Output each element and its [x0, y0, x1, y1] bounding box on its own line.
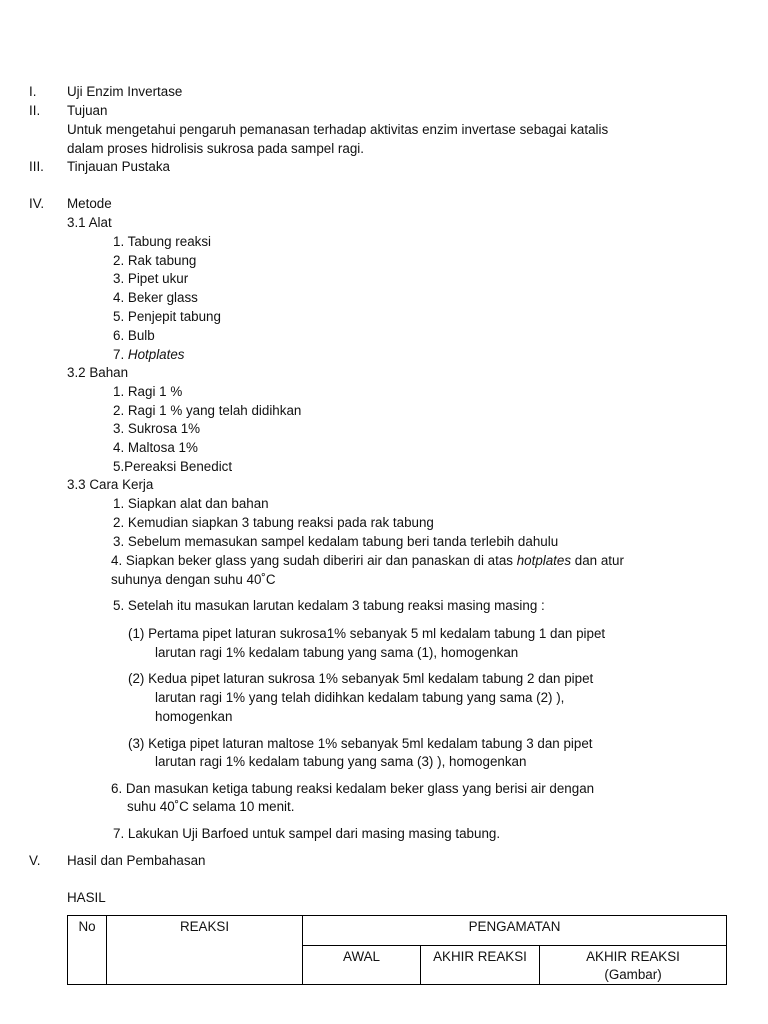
section-number-1: I.	[29, 84, 37, 99]
cara-kerja-step: 1. Siapkan alat dan bahan	[113, 496, 269, 511]
alat-item: 1. Tabung reaksi	[113, 234, 212, 249]
alat-heading: 3.1 Alat	[67, 215, 112, 230]
hasil-label: HASIL	[67, 890, 106, 905]
header-reaksi: REAKSI	[107, 916, 303, 985]
table-header-row	[68, 916, 727, 946]
subheader-awal: AWAL	[303, 946, 421, 985]
step4-text-a: 4. Siapkan beker glass yang sudah diberiri air dan panaskan di atas	[111, 553, 517, 568]
sub-step-2-line-3: homogenkan	[155, 709, 233, 724]
cara-kerja-heading: 3.3 Cara Kerja	[67, 477, 154, 492]
sub-step-3-line-2: larutan ragi 1% kedalam tabung yang sama (3) ), homogenkan	[155, 754, 527, 769]
cara-kerja-step-4-cont: suhunya dengan suhu 40˚C	[111, 572, 276, 587]
subheader-akhir-reaksi: AKHIR REAKSI	[421, 946, 540, 985]
sub-step-2-line-1: (2) Kedua pipet laturan sukrosa 1% sebanyak 5ml kedalam tabung 2 dan pipet	[128, 671, 594, 686]
section-number-5: V.	[29, 853, 41, 868]
cara-kerja-step: 3. Sebelum memasukan sampel kedalam tabung beri tanda terlebih dahulu	[113, 534, 559, 549]
bahan-item: 1. Ragi 1 %	[113, 384, 183, 399]
cara-kerja-step-6-line-1: 6. Dan masukan ketiga tabung reaksi kedalam beker glass yang berisi air dengan	[111, 781, 595, 796]
bahan-item: 3. Sukrosa 1%	[113, 421, 201, 436]
bahan-item: 4. Maltosa 1%	[113, 440, 198, 455]
bahan-item: 5.Pereaksi Benedict	[113, 459, 233, 474]
alat-item-hotplates	[113, 346, 184, 363]
sub-step-3-line-1: (3) Ketiga pipet laturan maltose 1% sebanyak 5ml kedalam tabung 3 dan pipet	[128, 736, 593, 751]
alat-item: 3. Pipet ukur	[113, 271, 189, 286]
step4-text-b: dan atur	[571, 553, 624, 568]
bahan-heading: 3.2 Bahan	[67, 365, 129, 380]
gambar-line-2: (Gambar)	[604, 967, 662, 982]
hasil-table	[67, 915, 727, 985]
section-number-4: IV.	[29, 196, 45, 211]
sub-step-2-line-2: larutan ragi 1% yang telah didihkan kedalam tabung yang sama (2) ),	[155, 690, 565, 705]
sub-step-1-line-2: larutan ragi 1% kedalam tabung yang sama (1), homogenkan	[155, 645, 519, 660]
sub-step-1-line-1: (1) Pertama pipet laturan sukrosa1% sebanyak 5 ml kedalam tabung 1 dan pipet	[128, 626, 606, 641]
header-pengamatan: PENGAMATAN	[303, 916, 727, 946]
cara-kerja-step-6-line-2: suhu 40˚C selama 10 menit.	[127, 799, 295, 814]
cara-kerja-step-4	[111, 552, 624, 569]
section-title-2: Tujuan	[67, 103, 108, 118]
section-title-4: Metode	[67, 196, 112, 211]
section-number-3: III.	[29, 159, 44, 174]
tujuan-line-2: dalam proses hidrolisis sukrosa pada sampel ragi.	[67, 141, 364, 156]
tujuan-line-1: Untuk mengetahui pengaruh pemanasan terhadap aktivitas enzim invertase sebagai katalis	[67, 122, 609, 137]
section-title-1: Uji Enzim Invertase	[67, 84, 183, 99]
alat-item: 2. Rak tabung	[113, 253, 197, 268]
alat-item: 4. Beker glass	[113, 290, 198, 305]
header-no: No	[68, 916, 107, 985]
alat-item: 5. Penjepit tabung	[113, 309, 221, 324]
section-number-2: II.	[29, 103, 41, 118]
section-title-5: Hasil dan Pembahasan	[67, 853, 206, 868]
gambar-line-1: AKHIR REAKSI	[586, 949, 680, 964]
cara-kerja-step: 2. Kemudian siapkan 3 tabung reaksi pada rak tabung	[113, 515, 434, 530]
alat-item-italic-text: Hotplates	[127, 347, 185, 362]
cara-kerja-step-5: 5. Setelah itu masukan larutan kedalam 3 tabung reaksi masing masing :	[113, 598, 545, 613]
bahan-item: 2. Ragi 1 % yang telah didihkan	[113, 403, 302, 418]
cara-kerja-step-7: 7. Lakukan Uji Barfoed untuk sampel dari masing masing tabung.	[113, 826, 501, 841]
alat-item-number: 7.	[113, 347, 125, 362]
subheader-akhir-reaksi-gambar	[540, 946, 727, 985]
section-title-3: Tinjauan Pustaka	[67, 159, 170, 174]
alat-item: 6. Bulb	[113, 328, 155, 343]
step4-text-italic: hotplates	[516, 553, 572, 568]
